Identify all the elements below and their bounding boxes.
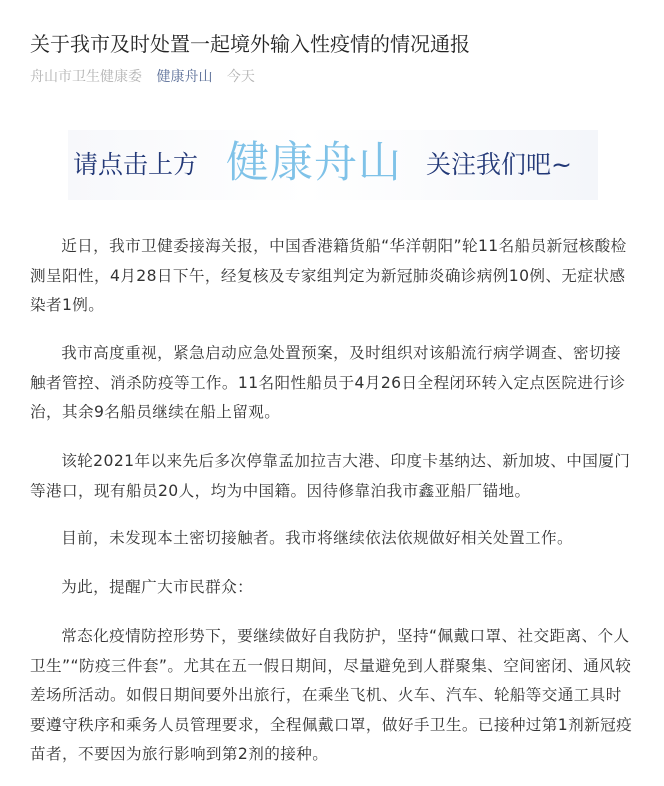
banner-left-text: 请点击上方 xyxy=(73,150,199,179)
article-meta xyxy=(30,67,265,87)
banner-right-text: 关注我们吧~ xyxy=(426,150,572,179)
paragraph-3: 该轮2021年以来先后多次停靠孟加拉吉大港、印度卡基纳达、新加坡、中国厦门等港口，现有船员20人，均为中国籍。因待修靠泊我市鑫亚船厂锚地。 xyxy=(30,452,631,500)
source-name: 舟山市卫生健康委 xyxy=(30,69,142,85)
paragraph-2: 我市高度重视，紧急启动应急处置预案，及时组织对该船流行病学调查、密切接触者管控、消杀防疫等工作。11名阳性船员于4月26日全程闭环转入定点医院进行诊治，其余9名船员继续在船上留观。 xyxy=(30,344,626,421)
article-title: 关于我市及时处置一起境外输入性疫情的情况通报 xyxy=(30,32,470,56)
banner-brand-text: 健康舟山 xyxy=(226,138,402,188)
paragraph-1: 近日，我市卫健委接海关报，中国香港籍货船“华洋朝阳”轮11名船员新冠核酸检测呈阳性，4月28日下午，经复核及专家组判定为新冠肺炎确诊病例10例、无症状感染者1例。 xyxy=(30,237,627,314)
publish-time: 今天 xyxy=(226,69,255,85)
paragraph-5: 为此，提醒广大市民群众： xyxy=(61,578,254,596)
paragraph-4: 目前，未发现本土密切接触者。我市将继续依法依规做好相关处置工作。 xyxy=(61,529,573,547)
follow-banner xyxy=(68,130,598,200)
paragraph-6: 常态化疫情防控形势下，要继续做好自我防护，坚持“佩戴口罩、社交距离、个人卫生”“防疫三件套”。尤其在五一假日期间，尽量避免到人群聚集、空间密闭、通风较差场所活动。如假日期间要外出旅行，在乘坐飞机、火车、汽车、轮船等交通工具时要遵守秩序和乘务人员管理要求，全程佩戴口罩，做好手卫生。已接种过第1剂新冠疫苗者，不要因为旅行影响到第2剂的接种。 xyxy=(30,627,633,763)
account-link[interactable]: 健康舟山 xyxy=(156,69,213,85)
